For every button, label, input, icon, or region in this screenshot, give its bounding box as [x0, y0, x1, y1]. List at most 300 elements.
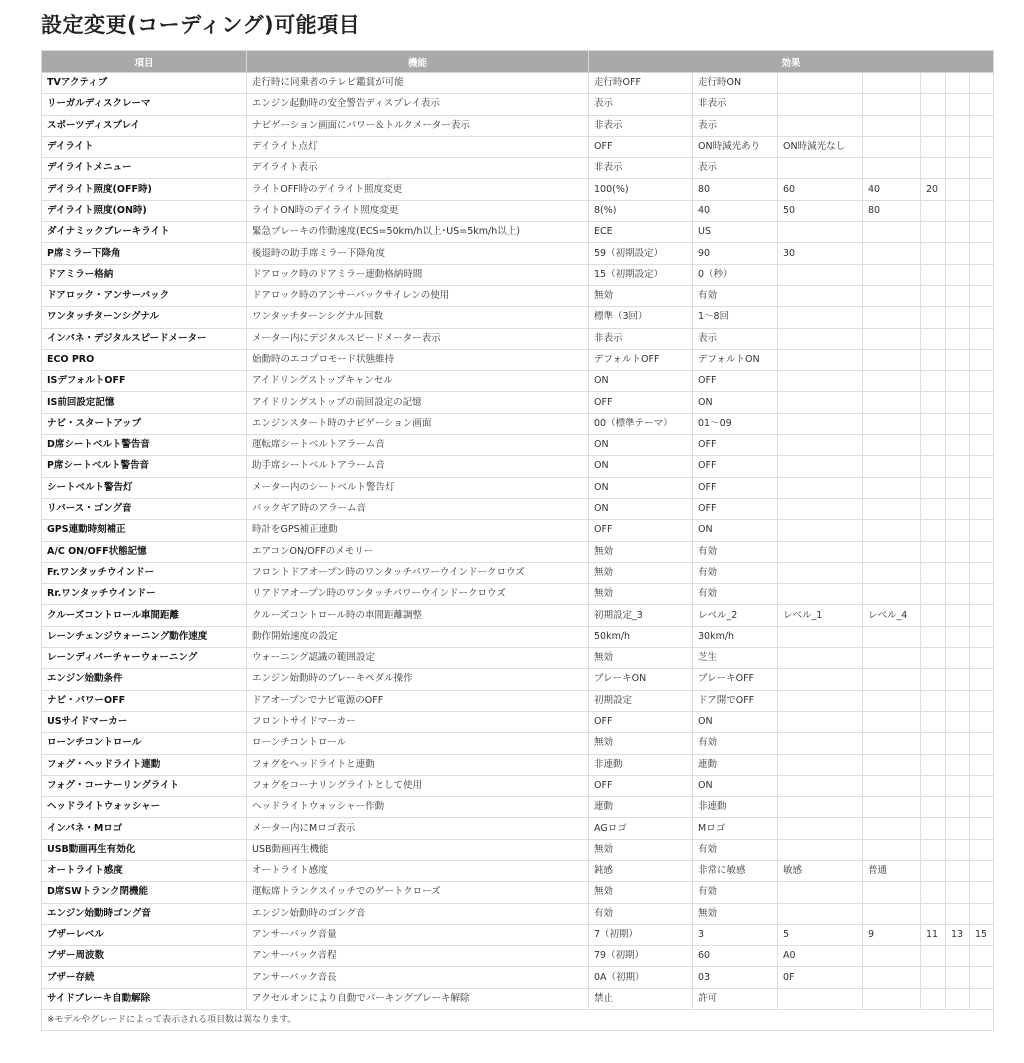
effect-value — [946, 690, 970, 711]
effect-value — [970, 797, 994, 818]
effect-value: ON時減光なし — [778, 136, 863, 157]
item-function: アンサーバック音長 — [247, 967, 589, 988]
effect-value — [921, 498, 946, 519]
effect-value — [921, 413, 946, 434]
effect-value: 非連動 — [589, 754, 693, 775]
table-row — [42, 648, 994, 669]
effect-value: 0F — [778, 967, 863, 988]
item-name: ドアミラー格納 — [42, 264, 247, 285]
effect-value — [970, 307, 994, 328]
item-name: ブザー周波数 — [42, 946, 247, 967]
effect-value — [778, 839, 863, 860]
table-row — [42, 349, 994, 370]
effect-value: 20 — [921, 179, 946, 200]
effect-value — [863, 435, 921, 456]
effect-value — [970, 711, 994, 732]
effect-value: 11 — [921, 924, 946, 945]
table-row — [42, 285, 994, 306]
effect-value — [921, 73, 946, 94]
effect-value — [778, 988, 863, 1009]
table-row — [42, 477, 994, 498]
effect-value — [863, 669, 921, 690]
effect-value — [921, 456, 946, 477]
effect-value — [778, 392, 863, 413]
effect-value: レベル_1 — [778, 605, 863, 626]
effect-value — [921, 371, 946, 392]
item-function: オートライト感度 — [247, 860, 589, 881]
effect-value: 初期設定 — [589, 690, 693, 711]
effect-value — [946, 413, 970, 434]
table-row — [42, 946, 994, 967]
effect-value — [778, 115, 863, 136]
table-row — [42, 541, 994, 562]
item-name: Rr.ワンタッチウインドー — [42, 584, 247, 605]
table-row — [42, 882, 994, 903]
effect-value: 0A（初期） — [589, 967, 693, 988]
effect-value: 敏感 — [778, 860, 863, 881]
effect-value — [970, 839, 994, 860]
effect-value: 有効 — [693, 882, 778, 903]
item-name: ヘッドライトウォッシャー — [42, 797, 247, 818]
effect-value — [921, 988, 946, 1009]
effect-value — [921, 669, 946, 690]
effect-value — [863, 903, 921, 924]
effect-value: A0 — [778, 946, 863, 967]
effect-value: レベル_4 — [863, 605, 921, 626]
effect-value — [778, 882, 863, 903]
effect-value — [921, 754, 946, 775]
item-function: ウォーニング認識の範囲設定 — [247, 648, 589, 669]
effect-value — [863, 839, 921, 860]
effect-value: ドア開でOFF — [693, 690, 778, 711]
item-function: ローンチコントロール — [247, 733, 589, 754]
effect-value: OFF — [589, 136, 693, 157]
effect-value: 13 — [946, 924, 970, 945]
effect-value — [946, 541, 970, 562]
coding-items-table — [41, 50, 994, 1031]
effect-value: 1～8回 — [693, 307, 778, 328]
effect-value: OFF — [693, 371, 778, 392]
effect-value: 無効 — [589, 562, 693, 583]
effect-value — [946, 605, 970, 626]
effect-value — [863, 733, 921, 754]
effect-value — [863, 158, 921, 179]
effect-value: 表示 — [693, 115, 778, 136]
item-name: ナビ・パワーOFF — [42, 690, 247, 711]
effect-value: OFF — [693, 456, 778, 477]
effect-value: 有効 — [589, 903, 693, 924]
header-effect: 効果 — [589, 51, 994, 73]
item-function: ナビゲーション画面にパワー＆トルクメーター表示 — [247, 115, 589, 136]
table-row — [42, 605, 994, 626]
effect-value — [946, 775, 970, 796]
effect-value — [863, 754, 921, 775]
item-function: ドアオープンでナビ電源のOFF — [247, 690, 589, 711]
table-row — [42, 967, 994, 988]
table-row — [42, 520, 994, 541]
item-name: フォグ・コーナーリングライト — [42, 775, 247, 796]
effect-value — [921, 818, 946, 839]
item-function: ライトON時のデイライト照度変更 — [247, 200, 589, 221]
table-row — [42, 435, 994, 456]
item-function: 走行時に同乗者のテレビ鑑賞が可能 — [247, 73, 589, 94]
effect-value — [970, 520, 994, 541]
effect-value — [921, 690, 946, 711]
effect-value: 無効 — [589, 285, 693, 306]
effect-value — [921, 222, 946, 243]
effect-value: 非表示 — [589, 158, 693, 179]
effect-value: ON — [589, 477, 693, 498]
item-function: アクセルオンにより自動でパーキングブレーキ解除 — [247, 988, 589, 1009]
item-function: ヘッドライトウォッシャー作動 — [247, 797, 589, 818]
effect-value: 100(%) — [589, 179, 693, 200]
effect-value — [863, 562, 921, 583]
effect-value — [970, 946, 994, 967]
effect-value — [921, 562, 946, 583]
effect-value — [970, 733, 994, 754]
item-function: デイライト点灯 — [247, 136, 589, 157]
effect-value — [921, 903, 946, 924]
item-name: サイドブレーキ自動解除 — [42, 988, 247, 1009]
effect-value — [778, 264, 863, 285]
effect-value — [946, 818, 970, 839]
item-name: ナビ・スタートアップ — [42, 413, 247, 434]
effect-value: ON — [589, 498, 693, 519]
item-function: 時計をGPS補正連動 — [247, 520, 589, 541]
effect-value — [921, 626, 946, 647]
table-row — [42, 371, 994, 392]
table-row — [42, 754, 994, 775]
effect-value — [946, 648, 970, 669]
effect-value — [946, 946, 970, 967]
table-row — [42, 456, 994, 477]
effect-value — [921, 158, 946, 179]
item-function: リアドアオープン時のワンタッチパワーウインドークロウズ — [247, 584, 589, 605]
effect-value — [778, 222, 863, 243]
effect-value — [970, 967, 994, 988]
effect-value — [946, 200, 970, 221]
effect-value — [778, 754, 863, 775]
effect-value — [946, 669, 970, 690]
item-name: デイライトメニュー — [42, 158, 247, 179]
effect-value: デフォルトON — [693, 349, 778, 370]
effect-value — [946, 179, 970, 200]
effect-value — [863, 818, 921, 839]
effect-value — [863, 797, 921, 818]
item-function: バックギア時のアラーム音 — [247, 498, 589, 519]
effect-value: 普通 — [863, 860, 921, 881]
item-name: GPS連動時刻補正 — [42, 520, 247, 541]
table-header-row — [42, 51, 994, 73]
effect-value — [946, 860, 970, 881]
item-function: 運転席シートベルトアラーム音 — [247, 435, 589, 456]
effect-value: 表示 — [693, 158, 778, 179]
effect-value — [778, 307, 863, 328]
effect-value — [863, 392, 921, 413]
item-name: D席SWトランク閉機能 — [42, 882, 247, 903]
effect-value: 50 — [778, 200, 863, 221]
effect-value — [778, 498, 863, 519]
effect-value: 無効 — [589, 733, 693, 754]
effect-value — [946, 967, 970, 988]
effect-value — [970, 264, 994, 285]
effect-value — [946, 285, 970, 306]
table-row — [42, 924, 994, 945]
item-function: 緊急ブレーキの作動速度(ECS=50km/h以上･US=5km/h以上) — [247, 222, 589, 243]
effect-value — [970, 562, 994, 583]
effect-value: ON — [693, 392, 778, 413]
effect-value — [921, 711, 946, 732]
effect-value — [921, 264, 946, 285]
effect-value — [863, 882, 921, 903]
effect-value — [946, 136, 970, 157]
effect-value: 有効 — [693, 541, 778, 562]
effect-value — [970, 860, 994, 881]
effect-value — [970, 988, 994, 1009]
item-name: USサイドマーカー — [42, 711, 247, 732]
effect-value — [778, 285, 863, 306]
effect-value: 非表示 — [589, 328, 693, 349]
effect-value — [863, 328, 921, 349]
table-row — [42, 307, 994, 328]
item-function: フロントサイドマーカー — [247, 711, 589, 732]
item-function: エンジン始動時のブレーキペダル操作 — [247, 669, 589, 690]
item-name: USB動画再生有効化 — [42, 839, 247, 860]
effect-value: 60 — [778, 179, 863, 200]
table-row — [42, 136, 994, 157]
item-function: ドアロック時のアンサーバックサイレンの使用 — [247, 285, 589, 306]
effect-value: AGロゴ — [589, 818, 693, 839]
effect-value: ブレーキON — [589, 669, 693, 690]
item-name: P席シートベルト警告音 — [42, 456, 247, 477]
effect-value — [778, 669, 863, 690]
effect-value — [946, 392, 970, 413]
effect-value — [970, 456, 994, 477]
effect-value: 01～09 — [693, 413, 778, 434]
effect-value — [970, 115, 994, 136]
effect-value — [970, 136, 994, 157]
effect-value: デフォルトOFF — [589, 349, 693, 370]
effect-value — [921, 136, 946, 157]
effect-value — [946, 115, 970, 136]
table-row — [42, 158, 994, 179]
table-row — [42, 818, 994, 839]
item-function: エンジン始動時のゴング音 — [247, 903, 589, 924]
table-row — [42, 73, 994, 94]
effect-value — [778, 690, 863, 711]
item-function: クルーズコントロール時の車間距離調整 — [247, 605, 589, 626]
effect-value: 表示 — [693, 328, 778, 349]
effect-value — [921, 285, 946, 306]
effect-value — [970, 882, 994, 903]
effect-value — [946, 307, 970, 328]
effect-value: OFF — [589, 392, 693, 413]
item-function: エンジンスタート時のナビゲーション画面 — [247, 413, 589, 434]
effect-value — [778, 562, 863, 583]
item-function: フォグをコーナリングライトとして使用 — [247, 775, 589, 796]
effect-value: 30km/h — [693, 626, 778, 647]
effect-value: 無効 — [589, 648, 693, 669]
item-name: デイライト照度(ON時) — [42, 200, 247, 221]
effect-value: OFF — [589, 711, 693, 732]
effect-value: 59（初期設定） — [589, 243, 693, 264]
item-function: エアコンON/OFFのメモリー — [247, 541, 589, 562]
header-function: 機能 — [247, 51, 589, 73]
effect-value: 8(%) — [589, 200, 693, 221]
effect-value — [921, 94, 946, 115]
table-row — [42, 711, 994, 732]
effect-value — [863, 967, 921, 988]
effect-value — [863, 626, 921, 647]
effect-value — [970, 498, 994, 519]
item-name: リバース・ゴング音 — [42, 498, 247, 519]
effect-value — [970, 413, 994, 434]
effect-value — [946, 498, 970, 519]
item-function: アンサーバック音程 — [247, 946, 589, 967]
effect-value — [863, 711, 921, 732]
table-row — [42, 498, 994, 519]
effect-value: 標準（3回） — [589, 307, 693, 328]
item-name: ブザー存続 — [42, 967, 247, 988]
effect-value — [921, 839, 946, 860]
effect-value — [970, 94, 994, 115]
effect-value — [778, 903, 863, 924]
effect-value — [778, 626, 863, 647]
effect-value — [778, 349, 863, 370]
effect-value — [946, 903, 970, 924]
item-function: エンジン起動時の安全警告ディスプレイ表示 — [247, 94, 589, 115]
effect-value — [970, 541, 994, 562]
item-name: スポーツディスプレイ — [42, 115, 247, 136]
effect-value — [863, 498, 921, 519]
effect-value: 連動 — [589, 797, 693, 818]
item-name: ドアロック・アンサーバック — [42, 285, 247, 306]
effect-value: OFF — [693, 435, 778, 456]
effect-value — [946, 520, 970, 541]
effect-value: 鈍感 — [589, 860, 693, 881]
item-name: A/C ON/OFF状態記憶 — [42, 541, 247, 562]
item-name: クルーズコントロール車間距離 — [42, 605, 247, 626]
effect-value — [921, 435, 946, 456]
table-note: ※モデルやグレードによって表示される項目数は異なります。 — [42, 1010, 994, 1031]
effect-value: ON — [589, 435, 693, 456]
effect-value — [863, 264, 921, 285]
item-function: メーター内のシートベルト警告灯 — [247, 477, 589, 498]
effect-value: 5 — [778, 924, 863, 945]
effect-value — [970, 222, 994, 243]
effect-value — [946, 733, 970, 754]
effect-value — [921, 946, 946, 967]
effect-value — [970, 669, 994, 690]
effect-value: 有効 — [693, 285, 778, 306]
effect-value — [863, 136, 921, 157]
effect-value — [778, 456, 863, 477]
table-row — [42, 413, 994, 434]
effect-value: ON — [693, 775, 778, 796]
effect-value: 無効 — [589, 839, 693, 860]
item-name: P席ミラー下降角 — [42, 243, 247, 264]
effect-value: 走行時ON — [693, 73, 778, 94]
effect-value — [921, 307, 946, 328]
effect-value — [921, 584, 946, 605]
effect-value — [921, 648, 946, 669]
item-function: ライトOFF時のデイライト照度変更 — [247, 179, 589, 200]
item-name: エンジン始動条件 — [42, 669, 247, 690]
effect-value — [946, 371, 970, 392]
effect-value — [946, 711, 970, 732]
effect-value — [946, 435, 970, 456]
table-row — [42, 775, 994, 796]
effect-value — [970, 243, 994, 264]
effect-value — [946, 349, 970, 370]
effect-value — [921, 115, 946, 136]
item-function: 始動時のエコプロモード状態維持 — [247, 349, 589, 370]
table-row — [42, 903, 994, 924]
effect-value — [778, 775, 863, 796]
effect-value — [921, 860, 946, 881]
item-name: TVアクティブ — [42, 73, 247, 94]
effect-value — [863, 307, 921, 328]
effect-value — [863, 94, 921, 115]
effect-value — [778, 648, 863, 669]
effect-value — [970, 200, 994, 221]
item-name: インパネ・Mロゴ — [42, 818, 247, 839]
effect-value — [863, 413, 921, 434]
effect-value: US — [693, 222, 778, 243]
effect-value — [946, 94, 970, 115]
effect-value — [946, 988, 970, 1009]
effect-value: 非連動 — [693, 797, 778, 818]
effect-value: 50km/h — [589, 626, 693, 647]
effect-value — [863, 946, 921, 967]
effect-value — [921, 605, 946, 626]
effect-value: 無効 — [589, 541, 693, 562]
effect-value: 80 — [863, 200, 921, 221]
effect-value — [946, 882, 970, 903]
effect-value: 40 — [863, 179, 921, 200]
effect-value: 7（初期） — [589, 924, 693, 945]
effect-value — [863, 541, 921, 562]
effect-value — [863, 349, 921, 370]
effect-value — [921, 243, 946, 264]
effect-value: 79（初期） — [589, 946, 693, 967]
effect-value — [921, 200, 946, 221]
effect-value — [970, 477, 994, 498]
effect-value — [946, 328, 970, 349]
item-function: ドアロック時のドアミラー連動格納時間 — [247, 264, 589, 285]
effect-value — [946, 73, 970, 94]
effect-value — [921, 882, 946, 903]
effect-value: ECE — [589, 222, 693, 243]
effect-value — [970, 626, 994, 647]
effect-value — [778, 711, 863, 732]
effect-value: 走行時OFF — [589, 73, 693, 94]
table-row — [42, 797, 994, 818]
effect-value: 非表示 — [693, 94, 778, 115]
effect-value: 非表示 — [589, 115, 693, 136]
table-row — [42, 94, 994, 115]
effect-value — [778, 584, 863, 605]
effect-value — [863, 988, 921, 1009]
effect-value — [863, 115, 921, 136]
effect-value — [970, 328, 994, 349]
effect-value — [921, 775, 946, 796]
effect-value — [970, 349, 994, 370]
effect-value — [778, 818, 863, 839]
item-function: 運転席トランクスイッチでのゲートクローズ — [247, 882, 589, 903]
effect-value — [921, 733, 946, 754]
effect-value — [863, 456, 921, 477]
